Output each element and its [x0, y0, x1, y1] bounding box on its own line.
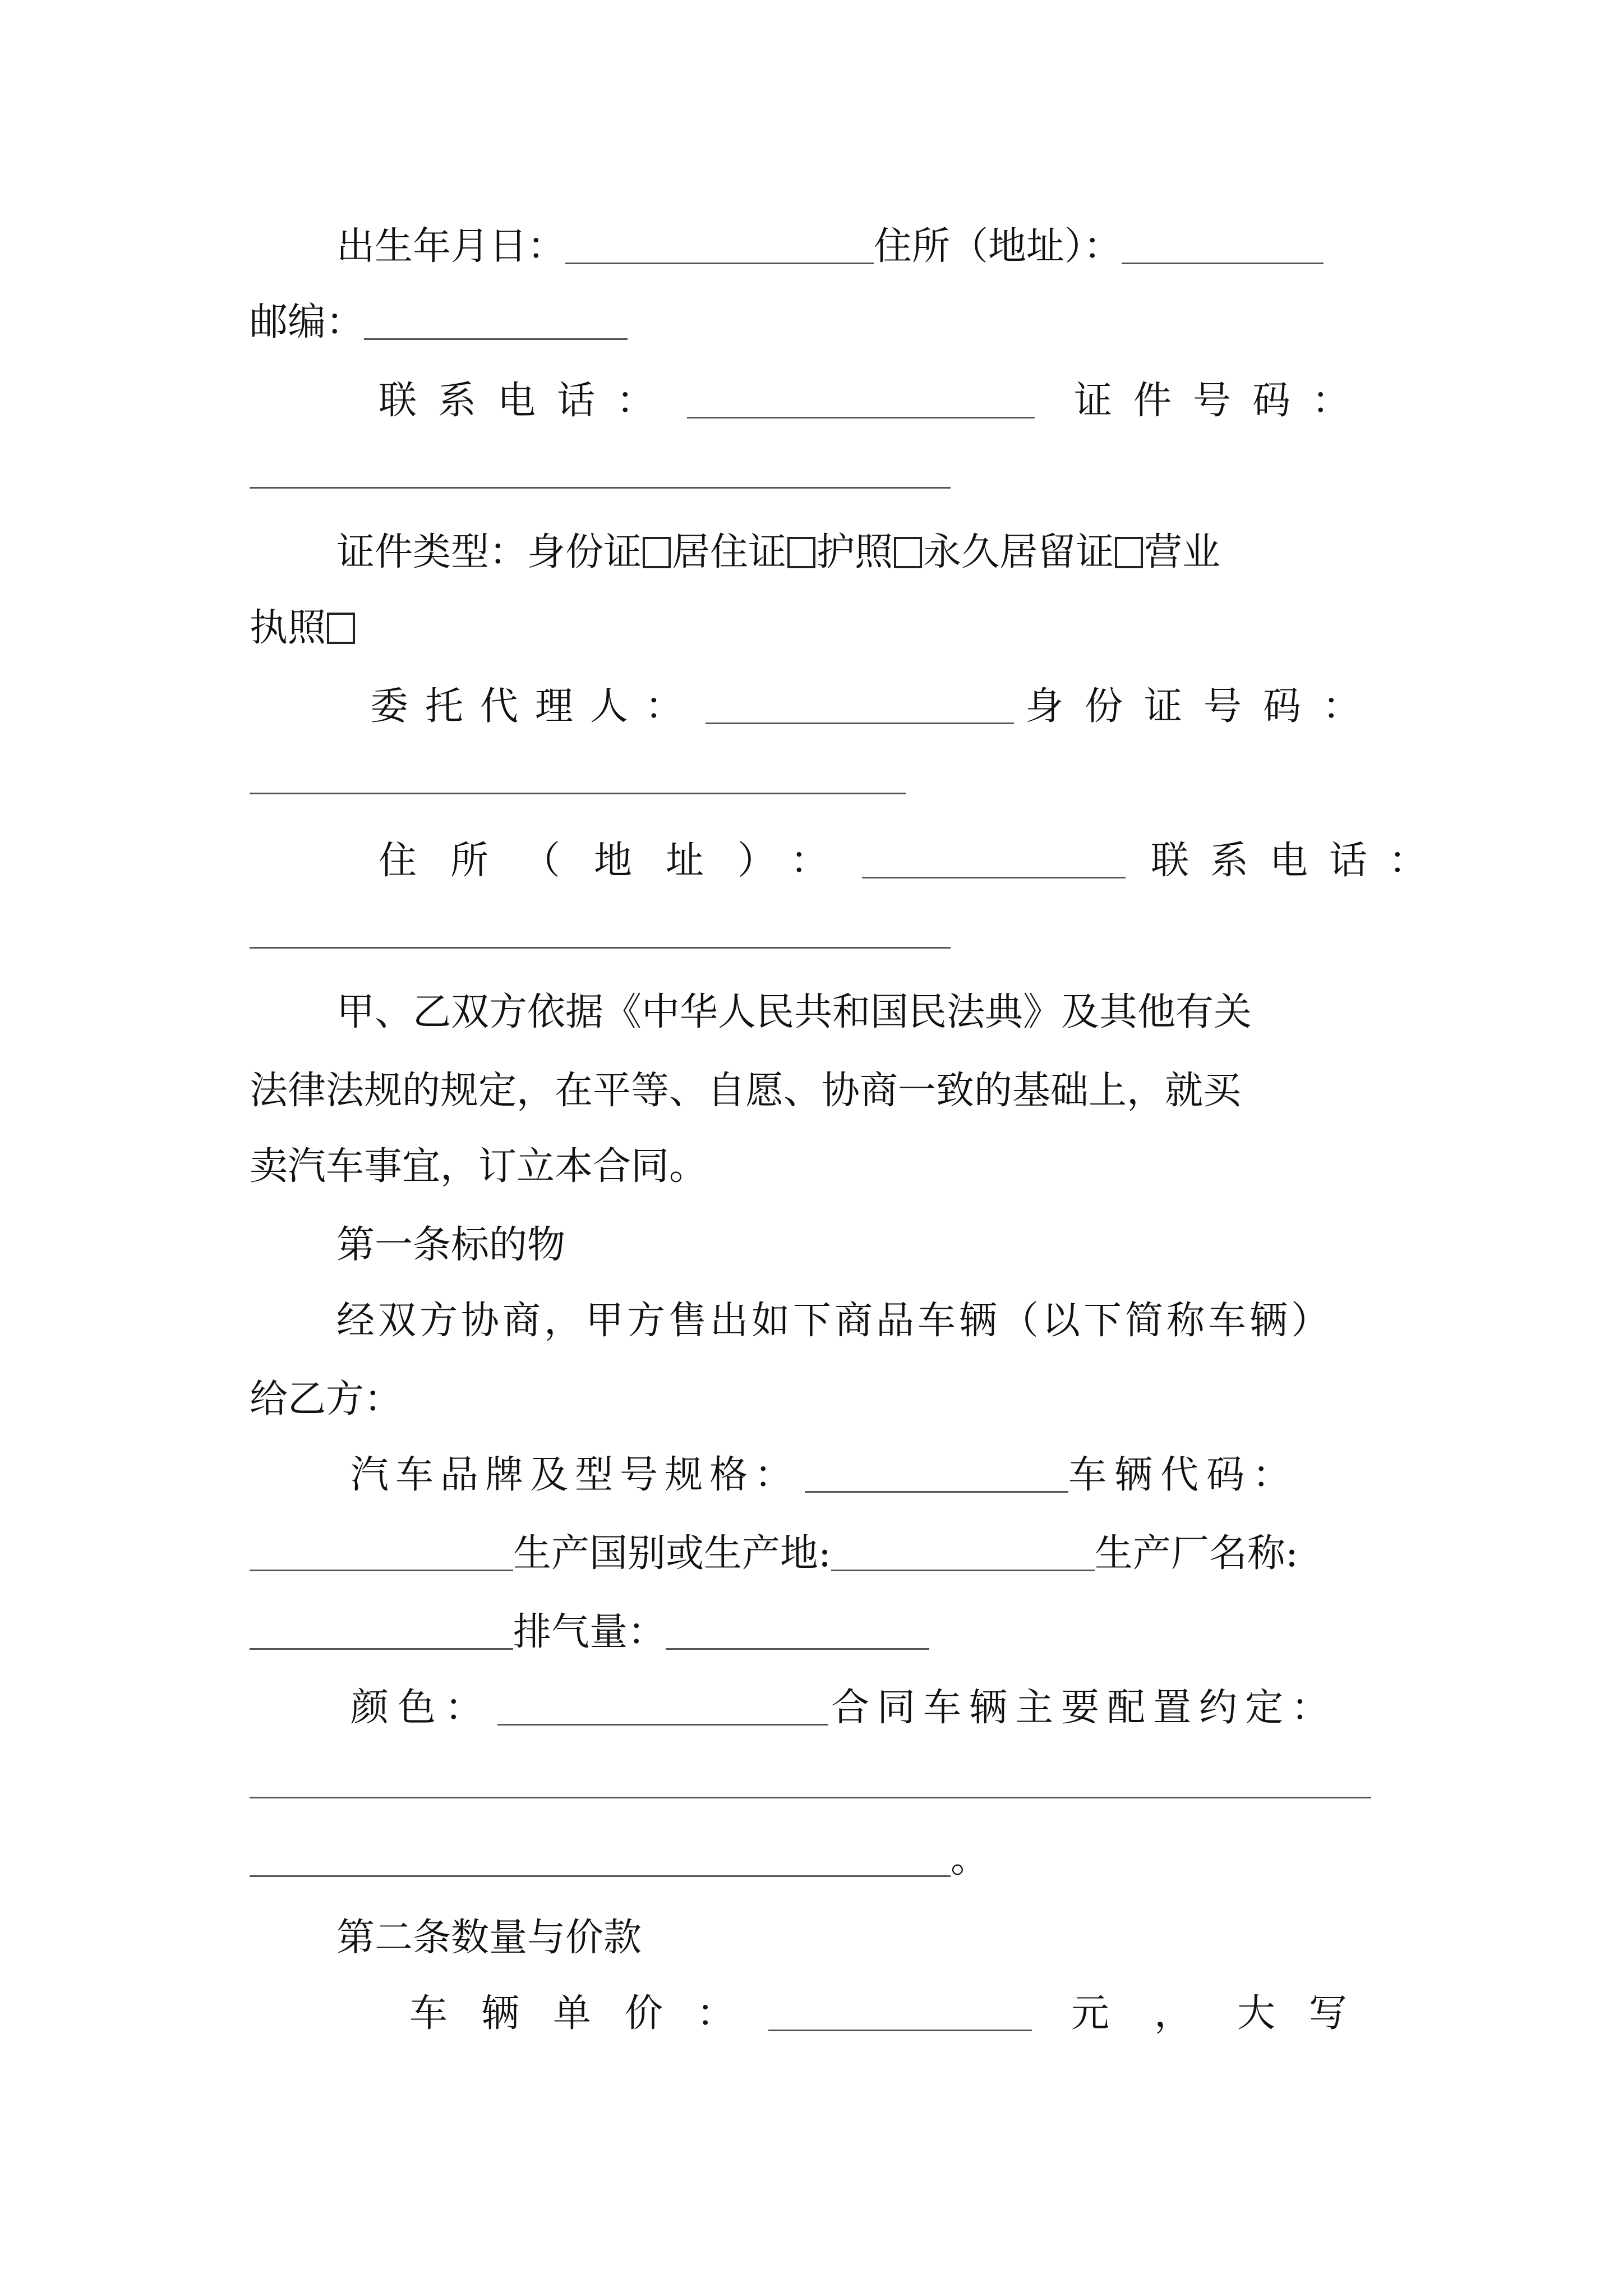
end-mark: 。	[951, 1837, 989, 1881]
birth-date-field[interactable]	[565, 213, 874, 264]
id-type-line	[336, 519, 1220, 586]
id-type-label: 证件类型：	[336, 530, 528, 574]
agent-phone-blank-line	[250, 898, 951, 965]
article-1-title: 第一条标的物	[336, 1223, 566, 1267]
phone-label: 联系电话：	[379, 379, 676, 423]
id-type-option-label: 居住证	[672, 530, 787, 574]
config-blank-line-2	[250, 1826, 989, 1893]
article-1-intro: 给乙方：	[250, 1377, 403, 1421]
config-field[interactable]	[250, 1747, 1371, 1798]
yuan-label: 元，	[1071, 1991, 1238, 2036]
address-label: 住所（地址）：	[874, 224, 1122, 269]
displacement-label: 排气量：	[513, 1610, 666, 1654]
unit-price-label: 车辆单价：	[409, 1991, 769, 2036]
agent-id-number-field[interactable]	[250, 743, 906, 794]
origin-maker-line	[250, 1520, 1298, 1588]
article-1-intro: 经双方协商，甲方售出如下商品车辆（以下简称车辆）	[336, 1299, 1333, 1343]
id-type-checkbox[interactable]	[643, 537, 671, 568]
postcode-field[interactable]	[364, 289, 628, 340]
postcode-label: 邮编：	[250, 300, 365, 344]
unit-price-field[interactable]	[768, 1980, 1032, 2031]
maker-field[interactable]	[250, 1599, 513, 1650]
id-type-checkbox[interactable]	[1115, 537, 1143, 568]
config-label: 合同车辆主要配置约定：	[831, 1686, 1338, 1730]
maker-label: 生产厂名称:	[1094, 1531, 1298, 1576]
preamble-text: 甲、乙双方依据《中华人民共和国民法典》及其他有关	[336, 990, 1252, 1034]
vehicle-code-field[interactable]	[250, 1520, 513, 1571]
agent-id-blank-line	[250, 743, 906, 811]
birth-date-label: 出生年月日：	[336, 224, 566, 269]
id-type-checkbox[interactable]	[894, 537, 922, 568]
preamble-text: 法律法规的规定，在平等、自愿、协商一致的基础上，就买	[250, 1069, 1242, 1113]
agent-phone-label: 联系电话：	[1151, 839, 1449, 883]
color-label: 颜色：	[351, 1686, 492, 1730]
color-config-line	[351, 1674, 1337, 1742]
article-1-title-line	[336, 1212, 565, 1279]
id-number-blank-line	[250, 438, 951, 505]
agent-name-label: 委托代理人：	[370, 684, 700, 729]
unit-price-line	[409, 1980, 1381, 2047]
address-field[interactable]	[1122, 213, 1324, 264]
brand-field[interactable]	[805, 1442, 1068, 1493]
config-field[interactable]	[250, 1826, 951, 1877]
phone-id-line	[379, 367, 1371, 435]
origin-label: 生产国别或生产地:	[513, 1531, 831, 1576]
preamble-line-2	[250, 1057, 1241, 1125]
id-type-option-label: 永久居留证	[923, 530, 1114, 574]
article-2-title-line	[336, 1904, 642, 1972]
displacement-line	[250, 1599, 929, 1666]
id-number-field[interactable]	[250, 438, 951, 489]
id-number-label: 证件号码：	[1074, 379, 1372, 423]
article-1-intro-line-2	[250, 1366, 402, 1433]
agent-address-field[interactable]	[862, 827, 1126, 878]
agent-id-number-label: 身份证号码：	[1025, 684, 1382, 729]
displacement-field[interactable]	[666, 1599, 929, 1650]
daxie-label: 大写	[1237, 1991, 1381, 2036]
agent-phone-field[interactable]	[250, 898, 951, 949]
brand-label: 汽车品牌及型号规格：	[351, 1453, 800, 1497]
article-1-intro-line-1	[336, 1287, 1332, 1355]
preamble-text: 卖汽车事宜，订立本合同。	[250, 1144, 708, 1189]
preamble-line-3	[250, 1133, 707, 1200]
brand-code-line	[351, 1442, 1298, 1509]
agent-line	[370, 673, 1382, 740]
id-type-line-cont	[250, 595, 356, 662]
id-type-option-label: 护照	[817, 530, 893, 574]
phone-field[interactable]	[687, 367, 1035, 418]
postcode-line	[250, 289, 628, 356]
config-blank-line-1	[250, 1747, 1371, 1815]
agent-name-field[interactable]	[706, 673, 1014, 724]
birth-address-line	[336, 213, 1324, 280]
agent-address-phone-line	[379, 827, 1448, 895]
vehicle-code-label: 车辆代码：	[1068, 1453, 1299, 1497]
article-2-title: 第二条数量与价款	[336, 1916, 642, 1960]
id-type-option-label: 身份证	[527, 530, 642, 574]
id-type-checkbox[interactable]	[327, 613, 355, 644]
id-type-option-label-second-half: 执照	[250, 606, 326, 650]
agent-address-label: 住所（地址）：	[379, 839, 863, 883]
id-type-checkbox[interactable]	[787, 537, 815, 568]
color-field[interactable]	[497, 1674, 828, 1726]
id-type-option-label-first-half: 营业	[1144, 530, 1221, 574]
origin-field[interactable]	[831, 1520, 1095, 1571]
preamble-line-1	[336, 979, 1252, 1046]
